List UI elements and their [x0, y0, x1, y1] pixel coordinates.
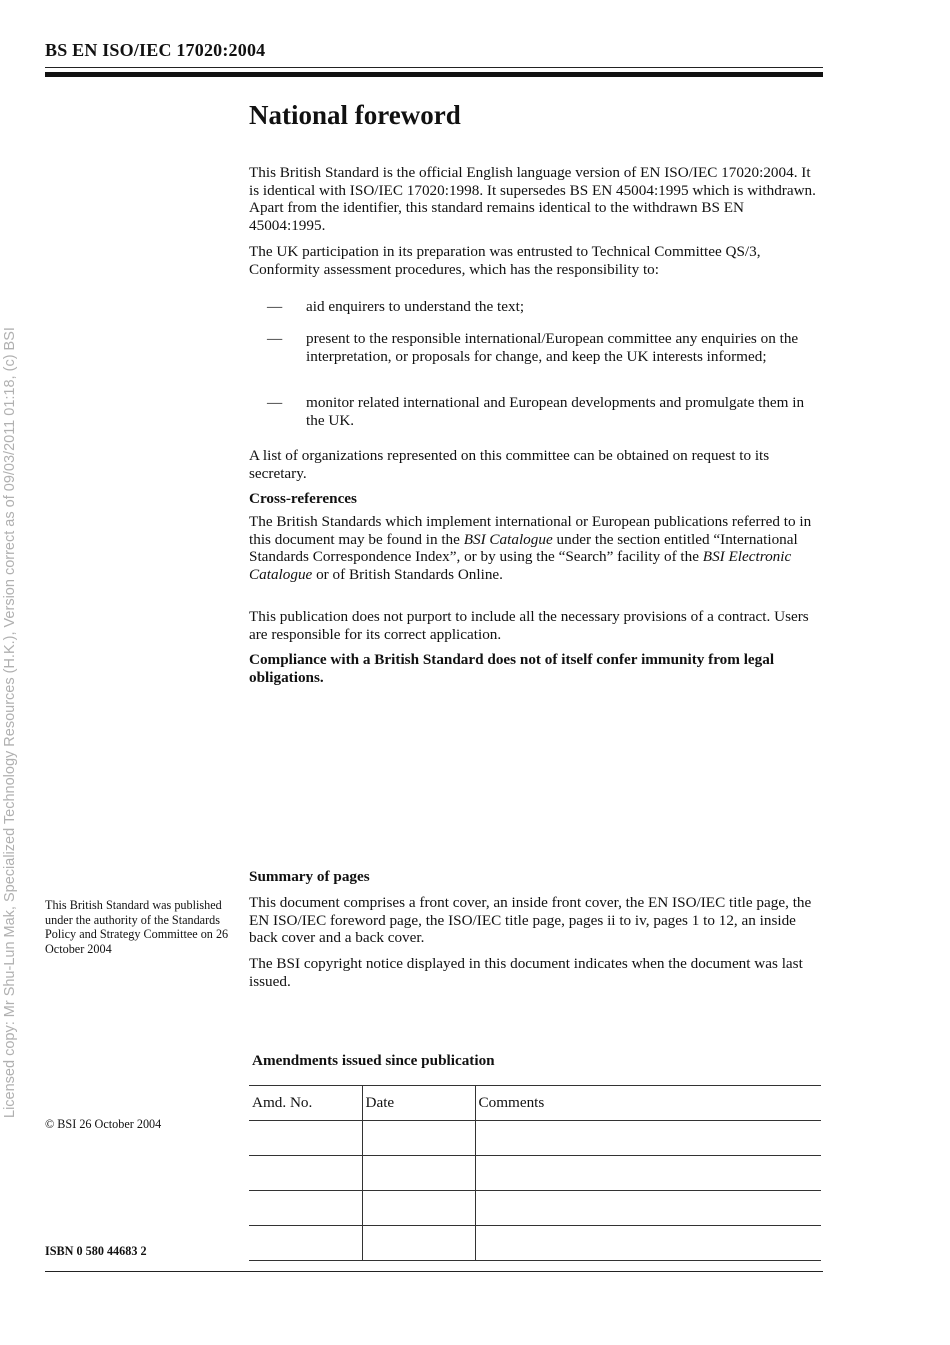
crossref-text-a: The British Standards which implement international or European publications referred to in this document may be found in the	[249, 513, 812, 548]
amendments-heading: Amendments issued since publication	[252, 1052, 495, 1069]
column-header-date: Date	[362, 1086, 475, 1121]
summary-heading: Summary of pages	[249, 868, 370, 885]
participation-paragraph: The UK participation in its preparation was entrusted to Technical Committee QS/3, Conformity assessment procedures, which has the responsibility to:	[249, 243, 761, 278]
isbn: ISBN 0 580 44683 2	[45, 1244, 147, 1258]
copyright-notice-paragraph: The BSI copyright notice displayed in this document indicates when the document was last issued.	[249, 955, 803, 990]
dash-bullet: —	[267, 394, 283, 411]
table-cell	[362, 1191, 475, 1226]
bsi-catalogue-ref: BSI Catalogue	[463, 530, 553, 548]
table-cell	[475, 1191, 821, 1226]
dash-bullet: —	[267, 330, 283, 347]
crossref-text-c: under the section entitled “International Standards Correspondence Index”, or by using the “Search” facility of the	[249, 530, 798, 566]
intro-paragraph: This British Standard is the official English language version of EN ISO/IEC 17020:2004. It is identical with ISO/IEC 17020:1998. It supersedes BS EN 45004:1995 which is withdrawn. Apart from the identifier, this standard remains identical to the withdrawn BS EN 45004:1995.	[249, 164, 816, 234]
responsibility-text: present to the responsible international/European committee any enquiries on the interpretation, or proposals for change, and keep the UK interests informed;	[306, 330, 799, 365]
summary-paragraph: This document comprises a front cover, an inside front cover, the EN ISO/IEC title page, the EN ISO/IEC foreword page, the ISO/IEC title page, pages ii to iv, pages 1 to 12, an inside back cover and a back cover.	[249, 894, 812, 947]
footer-rule	[45, 1271, 823, 1272]
table-cell	[362, 1121, 475, 1156]
table-cell	[475, 1226, 821, 1261]
column-header-comments: Comments	[475, 1086, 821, 1121]
license-watermark: Licensed copy: Mr Shu-Lun Mak, Specialized Technology Resources (H.K.), Version correct as of 09/03/2011 01:18, (c) BSI	[2, 327, 18, 1118]
table-cell	[249, 1191, 362, 1226]
responsibility-text: aid enquirers to understand the text;	[306, 298, 525, 315]
table-row	[249, 1121, 821, 1156]
organizations-paragraph: A list of organizations represented on this committee can be obtained on request to its secretary.	[249, 447, 770, 482]
table-cell	[475, 1121, 821, 1156]
table-cell	[362, 1226, 475, 1261]
table-cell	[249, 1156, 362, 1191]
copyright-line: © BSI 26 October 2004	[45, 1117, 162, 1131]
publication-authority-note: This British Standard was published under the authority of the Standards Policy and Strategy Committee on 26 October 2004	[45, 898, 229, 956]
amendments-table	[249, 1085, 821, 1261]
dash-bullet: —	[267, 298, 283, 315]
table-cell	[249, 1121, 362, 1156]
header-rule-thick	[45, 72, 823, 77]
document-id-header: BS EN ISO/IEC 17020:2004	[45, 40, 266, 60]
compliance-statement: Compliance with a British Standard does not of itself confer immunity from legal obligations.	[249, 651, 775, 686]
cross-references-heading: Cross-references	[249, 490, 357, 507]
table-cell	[249, 1226, 362, 1261]
column-header-amd-no: Amd. No.	[249, 1086, 362, 1121]
table-row	[249, 1191, 821, 1226]
page-title: National foreword	[249, 100, 461, 130]
table-header-row	[249, 1086, 821, 1121]
responsibility-text: monitor related international and European developments and promulgate them in the UK.	[306, 394, 805, 429]
crossref-text-e: or of British Standards Online.	[312, 565, 503, 583]
provisions-paragraph: This publication does not purport to include all the necessary provisions of a contract. Users are responsible for its correct application.	[249, 608, 809, 643]
table-cell	[475, 1156, 821, 1191]
table-cell	[362, 1156, 475, 1191]
cross-references-paragraph	[249, 513, 824, 583]
bsi-electronic-catalogue-ref: BSI Electronic Catalogue	[249, 548, 792, 583]
header-rule-thin	[45, 67, 823, 68]
table-row	[249, 1226, 821, 1261]
table-row	[249, 1156, 821, 1191]
